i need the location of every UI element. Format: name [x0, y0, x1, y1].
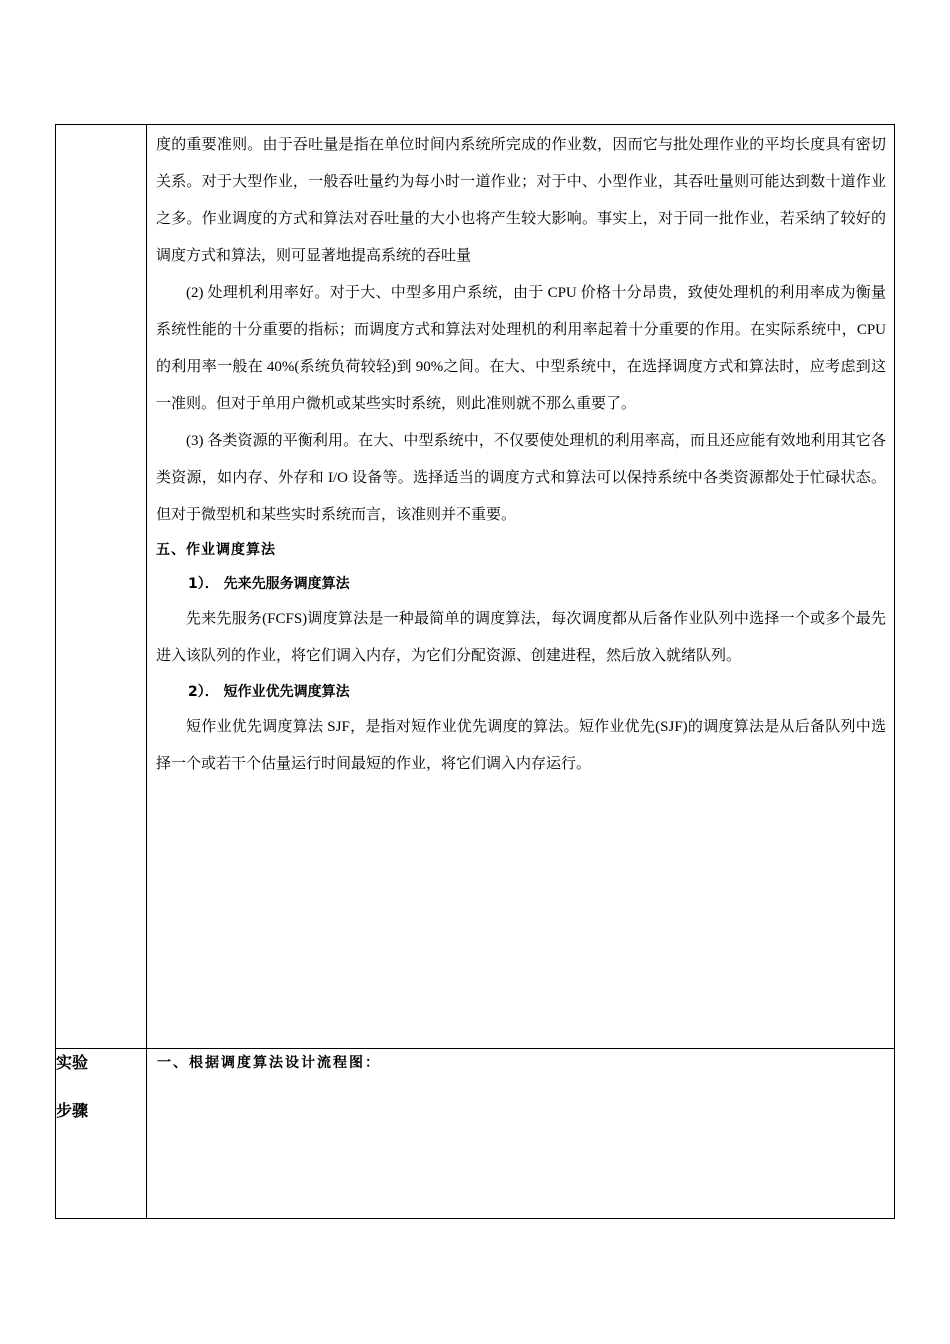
principles-row [56, 125, 895, 1049]
subheading-sjf: 2）． 短作业优先调度算法 [188, 684, 350, 700]
subheading-fcfs: 1）． 先来先服务调度算法 [188, 576, 350, 592]
cpu-utilization-paragraph: (2) 处理机利用率好。对于大、中型多用户系统，由于 CPU 价格十分昂贵，致使处理机的利用率成为衡量系统性能的十分重要的指标；而调度方式和算法对处理机的利用率起着十分重要的作用。在实际系统中，CPU 的利用率一般在 40%(系统负荷较轻)到 90%之间。在大、中型系统中，在选择调度方式和算法时，应考虑到这一准则。但对于单用户微机或某些实时系统，则此准则就不那么重要了。 [156, 285, 886, 412]
steps-side-cell [56, 1049, 147, 1219]
fcfs-paragraph: 先来先服务(FCFS)调度算法是一种最简单的调度算法，每次调度都从后备作业队列中选择一个或多个最先进入该队列的作业，将它们调入内存，为它们分配资源、创建进程，然后放入就绪队列。 [156, 611, 886, 664]
principles-content-cell [147, 125, 895, 1049]
steps-row [56, 1049, 895, 1219]
steps-content-cell [147, 1049, 895, 1219]
section-heading-algorithms: 五、作业调度算法 [156, 542, 276, 558]
principles-side-cell [56, 125, 147, 1049]
throughput-paragraph: 度的重要准则。由于吞吐量是指在单位时间内系统所完成的作业数，因而它与批处理作业的平均长度具有密切关系。对于大型作业，一般吞吐量约为每小时一道作业；对于中、小型作业，其吞吐量则可能达到数十道作业之多。作业调度的方式和算法对吞吐量的大小也将产生较大影响。事实上，对于同一批作业，若采纳了较好的调度方式和算法，则可显著地提高系统的吞吐量 [156, 137, 886, 264]
experiment-table [55, 124, 895, 1219]
resource-balance-paragraph: (3) 各类资源的平衡利用。在大、中型系统中，不仅要使处理机的利用率高，而且还应能有效地利用其它各类资源，如内存、外存和 I/O 设备等。选择适当的调度方式和算法可以保持系统中各类资源都处于忙碌状态。但对于微型机和某些实时系统而言，该准则并不重要。 [156, 433, 886, 523]
steps-label-line1: 实验 [56, 1053, 89, 1072]
steps-heading: 一、根据调度算法设计流程图： [157, 1055, 381, 1071]
sjf-paragraph: 短作业优先调度算法 SJF，是指对短作业优先调度的算法。短作业优先(SJF)的调度算法是从后备队列中选择一个或若干个估量运行时间最短的作业，将它们调入内存运行。 [156, 719, 886, 772]
steps-label-line2: 步骤 [56, 1101, 89, 1120]
